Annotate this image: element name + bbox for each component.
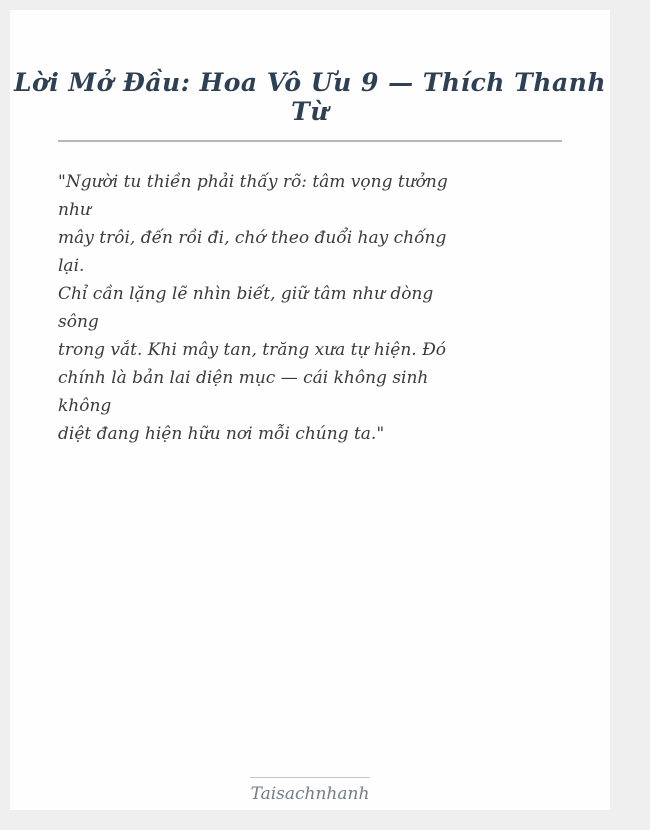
body-line: sông: [58, 312, 99, 332]
body-line: như: [58, 200, 91, 220]
body-line: chính là bản lai diện mục — cái không sinh: [58, 368, 429, 388]
page-footer: [10, 777, 610, 804]
body-line: lại.: [58, 256, 85, 276]
footer-divider: [250, 777, 370, 778]
footer-brand: Taisachnhanh: [250, 784, 370, 804]
body-line: diệt đang hiện hữu nơi mỗi chúng ta.": [58, 424, 385, 444]
body-paragraph: [10, 142, 610, 448]
body-line: "Người tu thiền phải thấy rõ: tâm vọng tưởng: [58, 172, 448, 192]
body-line: Chỉ cần lặng lẽ nhìn biết, giữ tâm như dòng: [58, 284, 434, 304]
document-page: [10, 10, 610, 810]
body-line: trong vắt. Khi mây tan, trăng xưa tự hiện. Đó: [58, 340, 447, 360]
page-title: Lời Mở Đầu: Hoa Vô Ưu 9 — Thích Thanh Từ: [13, 68, 607, 126]
body-line: mây trôi, đến rồi đi, chớ theo đuổi hay chống: [58, 228, 447, 248]
body-line: không: [58, 396, 112, 416]
